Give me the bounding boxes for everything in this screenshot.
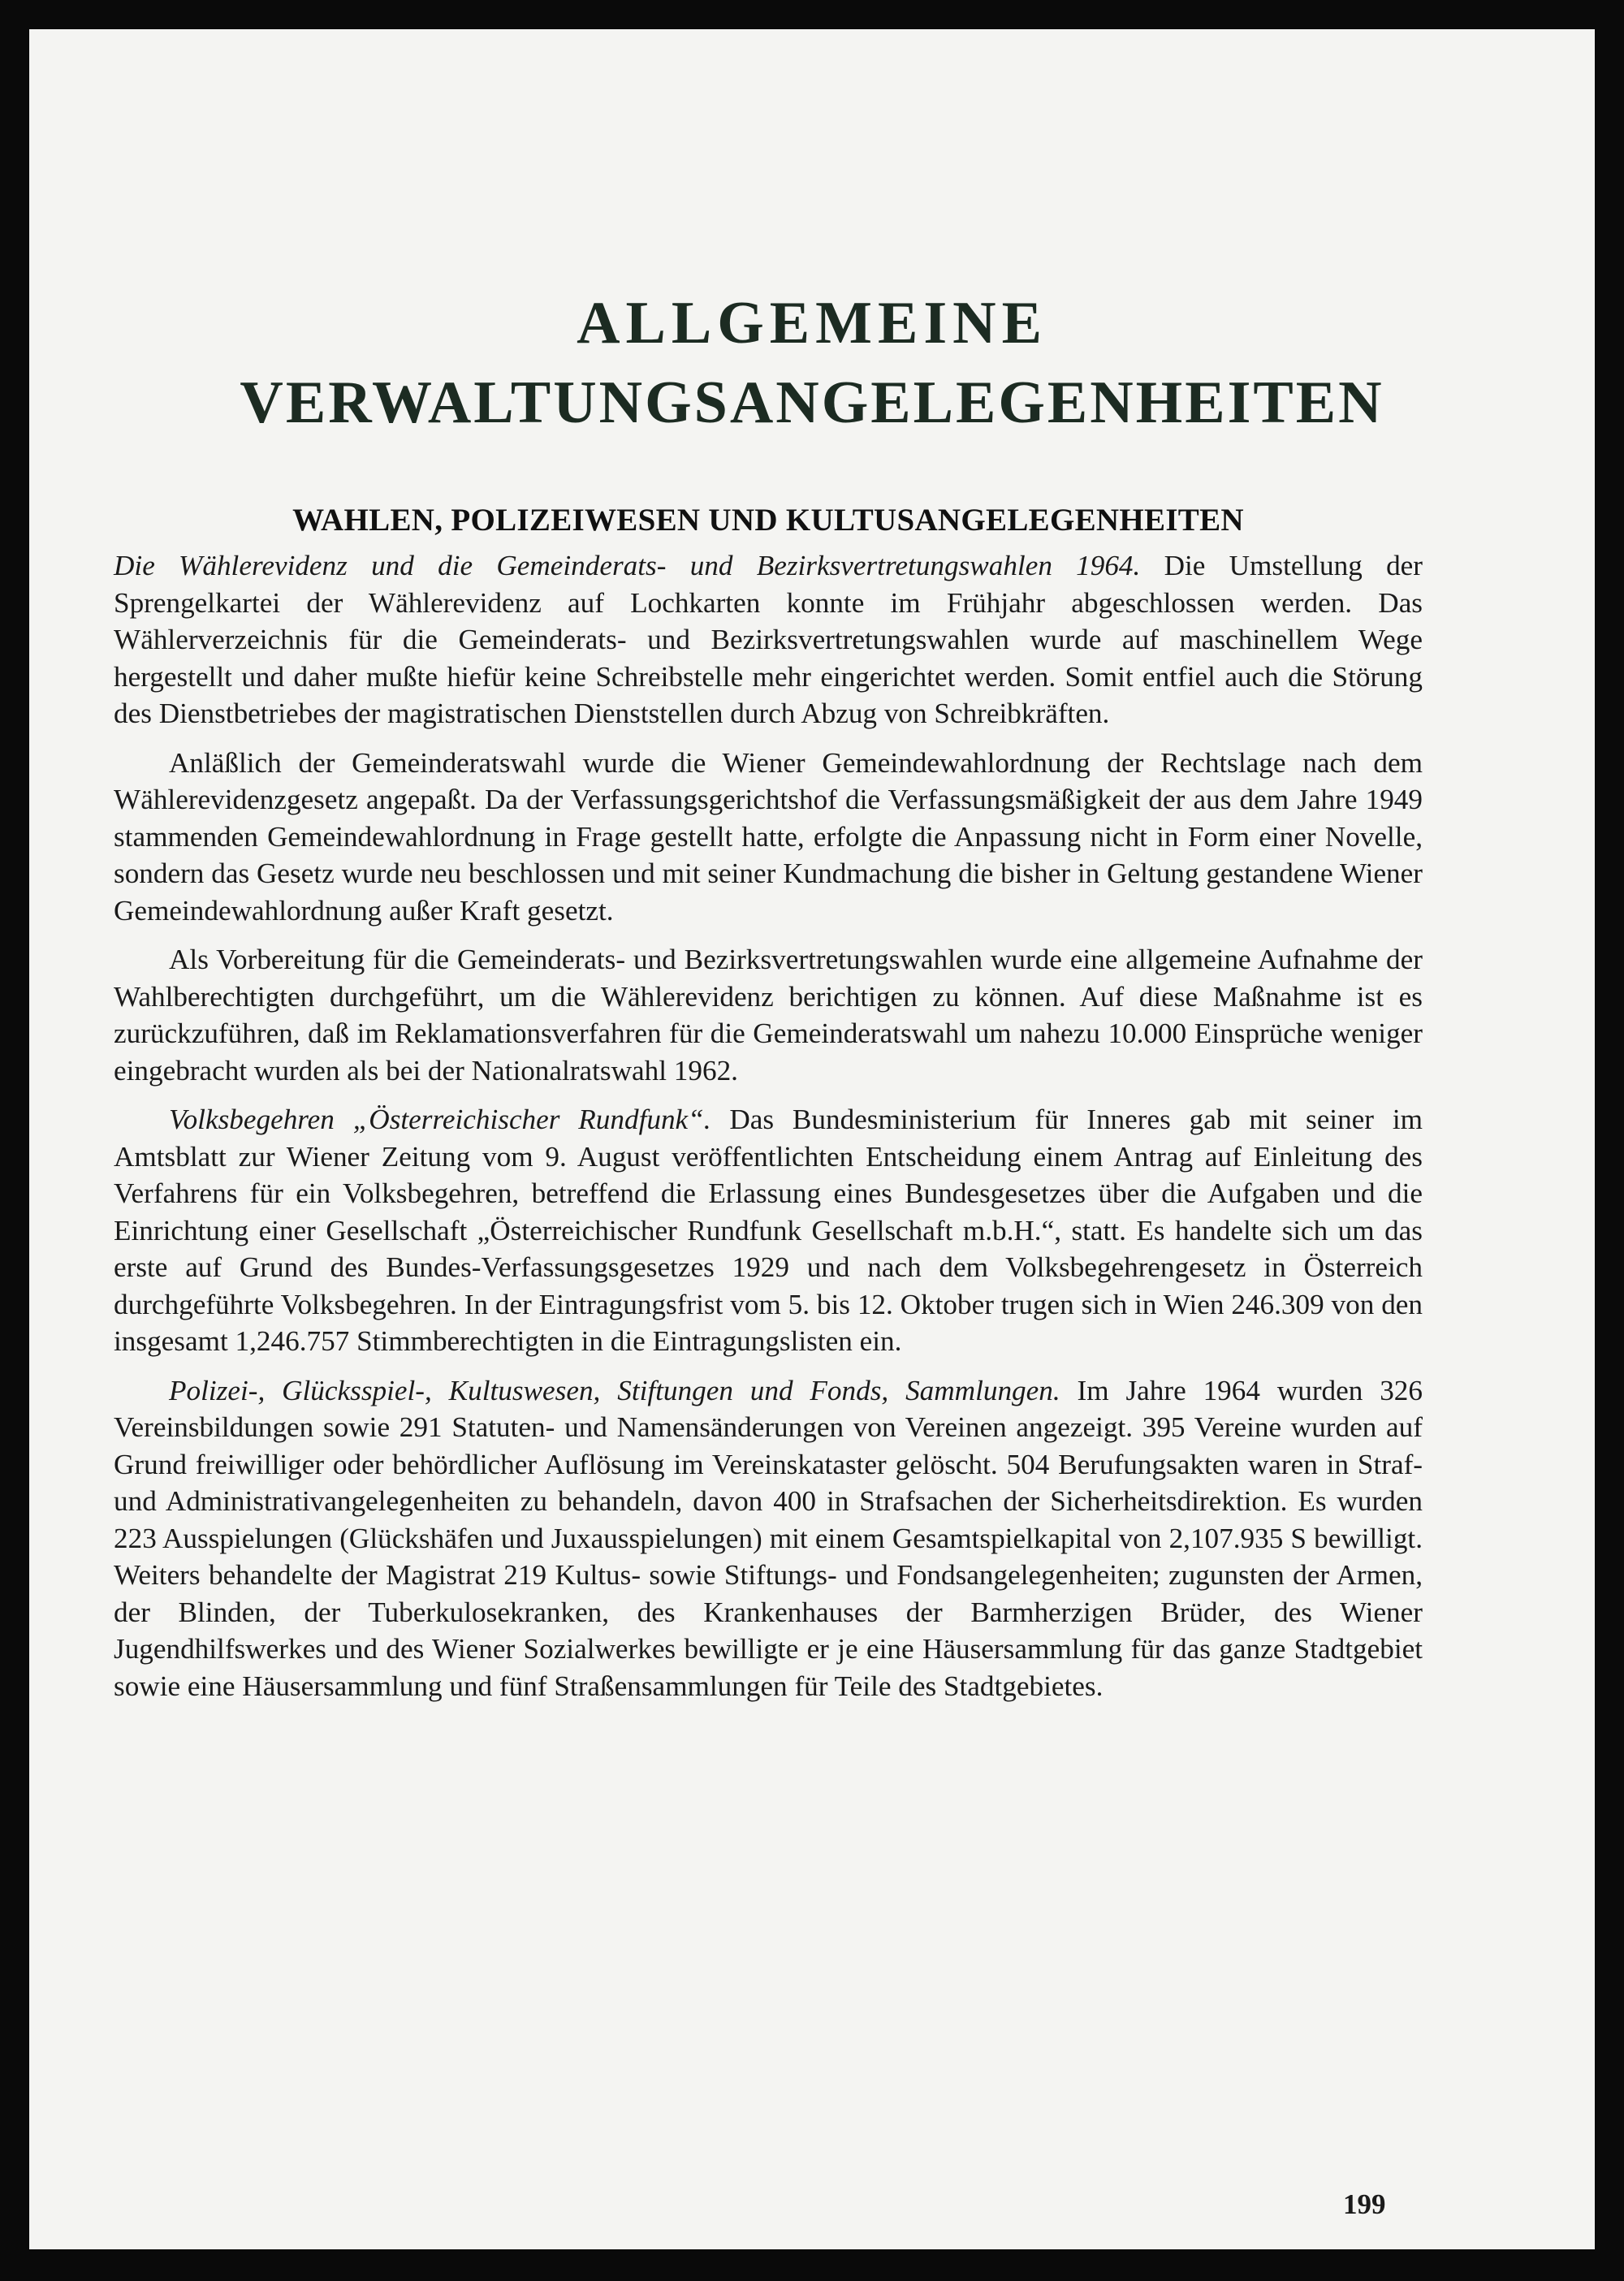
page-title-line-1: ALLGEMEINE [577,290,1047,356]
paragraph-text: Im Jahre 1964 wurden 326 Vereinsbildungen sowie 291 Statuten- und Namensänderungen von Vereinen angezeigt. 395 Vereine wurden auf Grund freiwilliger oder behördlicher Auflösung im Vereinskataster gelöscht. 504 Berufungsakten waren in Straf- und Administrativangelegenheiten zu behandeln, davon 400 in Strafsachen der Sicherheitsdirektion. Es wurden 223 Ausspielungen (Glückshäfen und Juxausspielungen) mit einem Gesamtspielkapital von 2,107.935 S bewilligt. Weiters behandelte der Magistrat 219 Kultus- sowie Stiftungs- und Fondsangelegenheiten; zugunsten der Armen, der Blinden, der Tuberkulosekranken, des Krankenhauses der Barmherzigen Brüder, des Wiener Jugendhilfswerkes und des Wiener Sozialwerkes bewilligte er je eine Häusersammlung für das ganze Stadtgebiet sowie eine Häusersammlung und fünf Straßensammlungen für Teile des Stadtgebietes. [114,1374,1423,1702]
page-number: 199 [1343,2188,1386,2220]
paragraph-gemeindewahlordnung [114,745,1423,930]
paragraph-vorbereitung [114,941,1423,1089]
section-heading: WAHLEN, POLIZEIWESEN UND KULTUSANGELEGENHEITEN [292,503,1244,538]
paragraph-run-in-heading: Volksbegehren „Österreichischer Rundfunk“. [169,1104,711,1135]
paragraph-waehlerevidenz [114,547,1423,732]
body-text [114,547,1423,1717]
paragraph-polizei-gluecksspiel [114,1372,1423,1705]
paragraph-run-in-heading: Polizei-, Glücksspiel-, Kultuswesen, Stiftungen und Fonds, Sammlungen. [169,1374,1060,1406]
page-title-line-2: VERWALTUNGSANGELEGENHEITEN [240,369,1384,436]
paragraph-text: Die Umstellung der Sprengelkartei der Wählerevidenz auf Lochkarten konnte im Frühjahr abgeschlossen werden. Das Wählerverzeichnis für die Gemeinderats- und Bezirksvertretungswahlen wurde auf maschinellem Wege hergestellt und daher mußte hiefür keine Schreibstelle mehr eingerichtet werden. Somit entfiel auch die Störung des Dienstbetriebes der magistratischen Dienststellen durch Abzug von Schreibkräften. [114,550,1423,729]
paragraph-volksbegehren [114,1101,1423,1360]
paragraph-text: Als Vorbereitung für die Gemeinderats- und Bezirksvertretungswahlen wurde eine allgemeine Aufnahme der Wahlberechtigten durchgeführt, um die Wählerevidenz berichtigen zu können. Auf diese Maßnahme ist es zurückzuführen, daß im Reklamationsverfahren für die Gemeinderatswahl um nahezu 10.000 Einsprüche weniger eingebracht wurden als bei der Nationalratswahl 1962. [114,944,1423,1086]
paragraph-run-in-heading: Die Wählerevidenz und die Gemeinderats- und Bezirksvertretungswahlen 1964. [114,550,1141,581]
paragraph-text: Das Bundesministerium für Inneres gab mit seiner im Amtsblatt zur Wiener Zeitung vom 9. August veröffentlichten Entscheidung einem Antrag auf Einleitung des Verfahrens für ein Volksbegehren, betreffend die Erlassung eines Bundesgesetzes über die Aufgaben und die Einrichtung einer Gesellschaft „Österreichischer Rundfunk Gesellschaft m.b.H.“, statt. Es handelte sich um das erste auf Grund des Bundes-Verfassungsgesetzes 1929 und nach dem Volksbegehrengesetz in Österreich durchgeführte Volksbegehren. In der Eintragungsfrist vom 5. bis 12. Oktober trugen sich in Wien 246.309 von den insgesamt 1,246.757 Stimmberechtigten in die Eintragungslisten ein. [114,1104,1423,1357]
paragraph-text: Anläßlich der Gemeinderatswahl wurde die Wiener Gemeindewahlordnung der Rechtslage nach dem Wählerevidenzgesetz angepaßt. Da der Verfassungsgerichtshof die Verfassungsmäßigkeit der aus dem Jahre 1949 stammenden Gemeindewahlordnung in Frage gestellt hatte, erfolgte die Anpassung nicht in Form einer Novelle, sondern das Gesetz wurde neu beschlossen und mit seiner Kundmachung die bisher in Geltung gestandene Wiener Gemeindewahlordnung außer Kraft gesetzt. [114,746,1423,927]
document-page [29,29,1595,2249]
